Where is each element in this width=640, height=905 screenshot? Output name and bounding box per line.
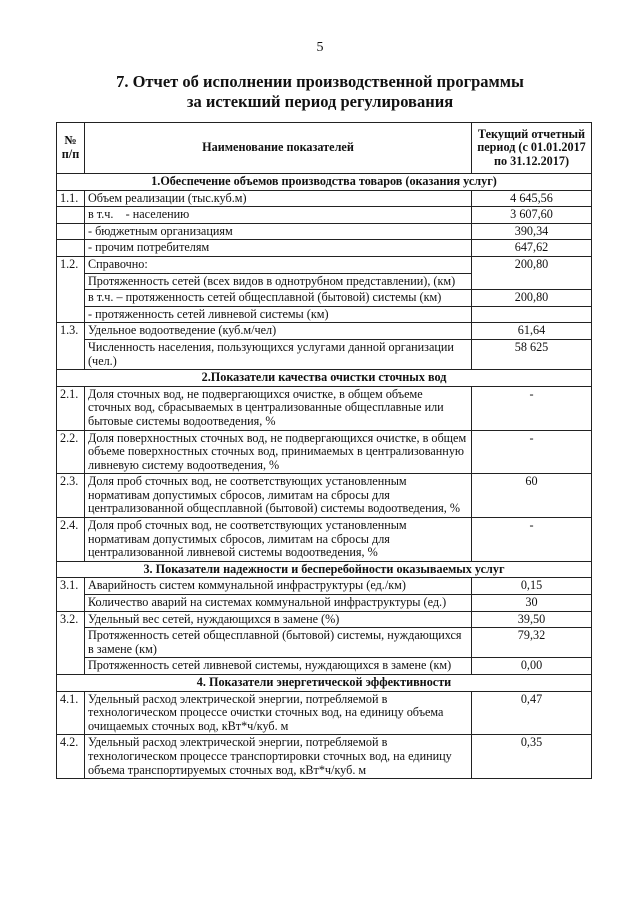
row-name: Протяженность сетей (всех видов в однотрубном представлении), (км) — [85, 273, 472, 290]
table-row — [57, 339, 592, 369]
row-value: 60 — [472, 474, 592, 518]
row-number: 1.1. — [57, 190, 85, 207]
document-title — [0, 72, 640, 112]
row-value: 0,15 — [472, 578, 592, 595]
header-row — [57, 123, 592, 174]
table-row — [57, 518, 592, 562]
table-row — [57, 474, 592, 518]
table-row — [57, 256, 592, 273]
section-title: 2.Показатели качества очистки сточных вод — [57, 370, 592, 387]
table-row — [57, 207, 592, 224]
section-row — [57, 370, 592, 387]
row-name: Доля проб сточных вод, не соответствующих установленным нормативам допустимых сбросов, лимитам на сбросы для централизованной ливневой системы водоотведения, % — [85, 518, 472, 562]
header-num: № п/п — [57, 123, 85, 174]
table-row — [57, 240, 592, 257]
row-name: Удельное водоотведение (куб.м/чел) — [85, 323, 472, 340]
row-value: 390,34 — [472, 223, 592, 240]
table-row — [57, 578, 592, 595]
row-value: 0,47 — [472, 691, 592, 735]
header-period: Текущий отчетный период (с 01.01.2017 по 31.12.2017) — [472, 123, 592, 174]
row-name: Объем реализации (тыс.куб.м) — [85, 190, 472, 207]
table-row — [57, 658, 592, 675]
row-number: 3.2. — [57, 611, 85, 674]
table-row — [57, 190, 592, 207]
table-row — [57, 323, 592, 340]
row-name: Аварийность систем коммунальной инфраструктуры (ед./км) — [85, 578, 472, 595]
row-number: 4.1. — [57, 691, 85, 735]
row-name: Протяженность сетей общесплавной (бытовой) системы, нуждающихся в замене (км) — [85, 628, 472, 658]
table-row — [57, 595, 592, 612]
row-name: Удельный расход электрической энергии, потребляемой в технологическом процессе очистки сточных вод, на единицу объема очищаемых сточных вод, кВт*ч/куб. м — [85, 691, 472, 735]
row-value: - — [472, 386, 592, 430]
row-value — [472, 306, 592, 323]
row-name: Удельный вес сетей, нуждающихся в замене (%) — [85, 611, 472, 628]
section-title: 3. Показатели надежности и бесперебойности оказываемых услуг — [57, 561, 592, 578]
title-line-1: 7. Отчет об исполнении производственной программы — [116, 72, 524, 91]
row-value: 647,62 — [472, 240, 592, 257]
row-number: 2.4. — [57, 518, 85, 562]
row-value: 58 625 — [472, 339, 592, 369]
row-value: - — [472, 518, 592, 562]
row-name: Доля проб сточных вод, не соответствующих установленным нормативам допустимых сбросов, лимитам на сбросы для централизованной общесплавной (бытовой) системы водоотведения, % — [85, 474, 472, 518]
row-value: 79,32 — [472, 628, 592, 658]
page-number: 5 — [316, 40, 324, 55]
row-name: в т.ч. – протяженность сетей общесплавной (бытовой) системы (км) — [85, 290, 472, 307]
row-name: Доля сточных вод, не подвергающихся очистке, в общем объеме сточных вод, сбрасываемых в централизованные общесплавные или бытовые системы водоотведения, % — [85, 386, 472, 430]
row-value: 39,50 — [472, 611, 592, 628]
row-number: 1.3. — [57, 323, 85, 370]
row-value: 200,80 — [472, 290, 592, 307]
table-row — [57, 691, 592, 735]
row-name: Количество аварий на системах коммунальной инфраструктуры (ед.) — [85, 595, 472, 612]
row-name: в т.ч. - населению — [85, 207, 472, 224]
row-value: 30 — [472, 595, 592, 612]
table-row — [57, 306, 592, 323]
row-value: - — [472, 430, 592, 474]
row-name: Удельный расход электрической энергии, потребляемой в технологическом процессе транспортировки сточных вод, на единицу объема транспортируемых сточных вод, кВт*ч/куб. м — [85, 735, 472, 779]
table-row — [57, 611, 592, 628]
row-number — [57, 207, 85, 224]
table-row — [57, 223, 592, 240]
row-number: 2.2. — [57, 430, 85, 474]
row-number — [57, 240, 85, 257]
report-table — [56, 122, 592, 779]
row-name: - протяженность сетей ливневой системы (км) — [85, 306, 472, 323]
row-number: 2.1. — [57, 386, 85, 430]
row-name: - бюджетным организациям — [85, 223, 472, 240]
row-value: 200,80 — [472, 256, 592, 289]
row-value: 3 607,60 — [472, 207, 592, 224]
row-value: 4 645,56 — [472, 190, 592, 207]
row-name: Справочно: — [85, 256, 472, 273]
table-row — [57, 430, 592, 474]
row-name: Доля поверхностных сточных вод, не подвергающихся очистке, в общем объеме поверхностных сточных вод, принимаемых в централизованную ливневую систему водоотведения, % — [85, 430, 472, 474]
section-row — [57, 675, 592, 692]
header-name: Наименование показателей — [85, 123, 472, 174]
section-title: 4. Показатели энергетической эффективности — [57, 675, 592, 692]
row-name: Протяженность сетей ливневой системы, нуждающихся в замене (км) — [85, 658, 472, 675]
row-number — [57, 223, 85, 240]
table-row — [57, 735, 592, 779]
table-row — [57, 386, 592, 430]
row-number: 4.2. — [57, 735, 85, 779]
title-line-2: за истекший период регулирования — [186, 92, 454, 111]
table-row — [57, 628, 592, 658]
row-number: 3.1. — [57, 578, 85, 611]
section-row — [57, 174, 592, 191]
row-name: - прочим потребителям — [85, 240, 472, 257]
row-name: Численность населения, пользующихся услугами данной организации (чел.) — [85, 339, 472, 369]
row-number: 2.3. — [57, 474, 85, 518]
row-number: 1.2. — [57, 256, 85, 322]
section-title: 1.Обеспечение объемов производства товаров (оказания услуг) — [57, 174, 592, 191]
section-row — [57, 561, 592, 578]
row-value: 0,35 — [472, 735, 592, 779]
row-value: 61,64 — [472, 323, 592, 340]
row-value: 0,00 — [472, 658, 592, 675]
table-row — [57, 290, 592, 307]
